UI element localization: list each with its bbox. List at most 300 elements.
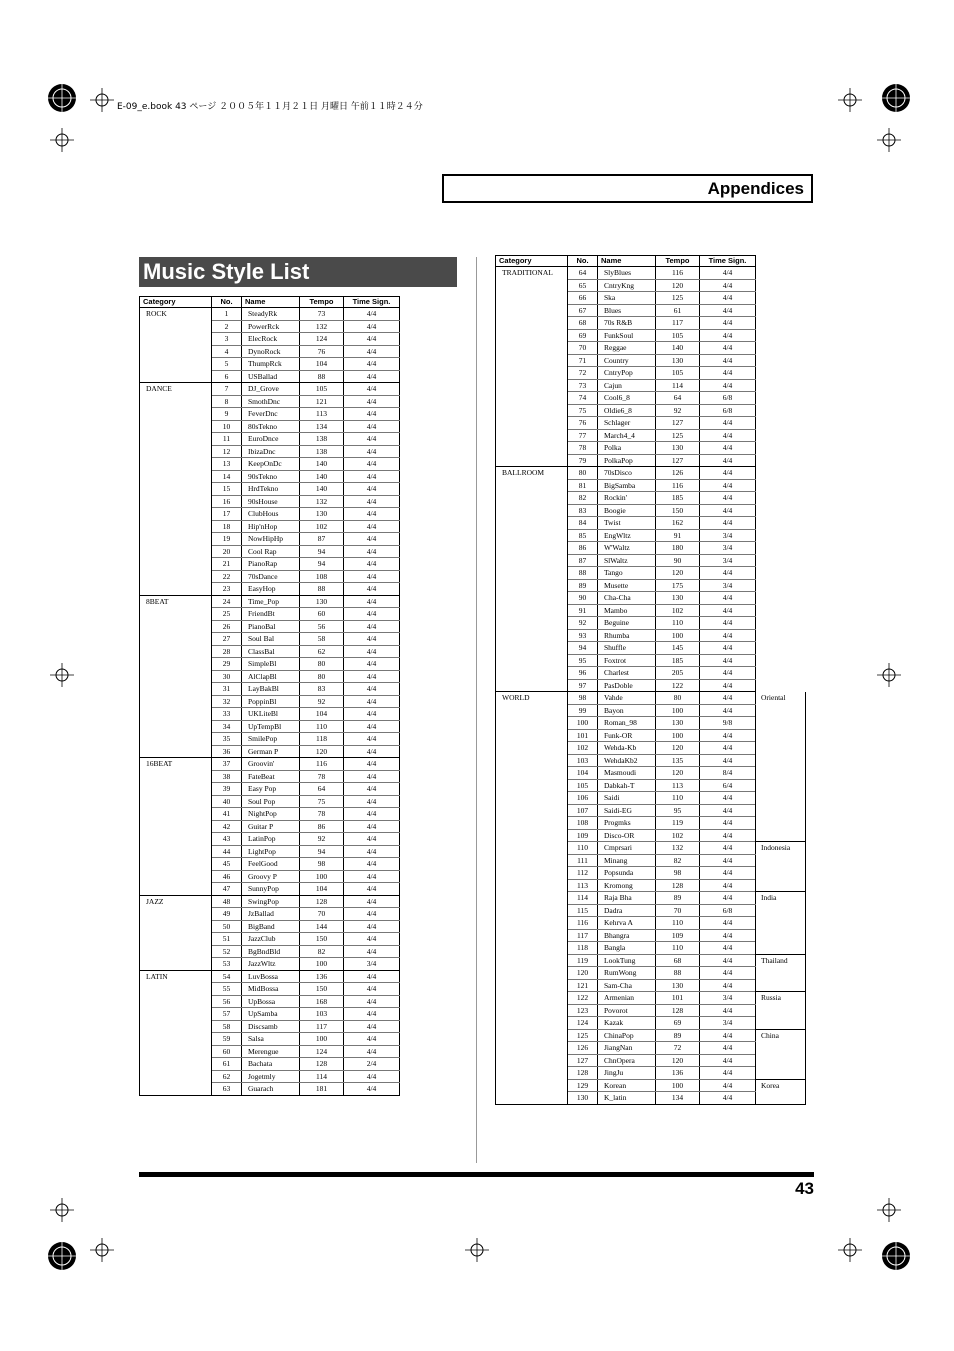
style-tempo: 61: [656, 304, 700, 317]
style-time-sign: 4/4: [344, 1045, 400, 1058]
style-number: 98: [568, 692, 598, 705]
category-cell: DANCE: [140, 383, 212, 596]
style-number: 95: [568, 654, 598, 667]
style-name: Saidi-EG: [598, 804, 656, 817]
style-tempo: 94: [300, 545, 344, 558]
style-name: March4_4: [598, 429, 656, 442]
style-name: Kehrva A: [598, 917, 656, 930]
style-number: 61: [212, 1058, 242, 1071]
style-tempo: 80: [300, 670, 344, 683]
style-number: 25: [212, 608, 242, 621]
region-blank: [756, 354, 806, 367]
style-number: 123: [568, 1004, 598, 1017]
style-time-sign: 4/4: [344, 908, 400, 921]
page-number: 43: [795, 1179, 814, 1198]
style-number: 23: [212, 583, 242, 596]
region-blank: [756, 579, 806, 592]
style-time-sign: 4/4: [700, 1092, 756, 1105]
style-number: 40: [212, 795, 242, 808]
style-name: Foxtrot: [598, 654, 656, 667]
style-time-sign: 4/4: [700, 317, 756, 330]
style-tempo: 175: [656, 579, 700, 592]
style-tempo: 100: [300, 870, 344, 883]
style-tempo: 68: [656, 954, 700, 967]
style-number: 112: [568, 867, 598, 880]
region-blank: [756, 592, 806, 605]
style-name: HrdTekno: [242, 483, 300, 496]
style-number: 130: [568, 1092, 598, 1105]
style-tempo: 92: [656, 404, 700, 417]
region-cell: Russia: [756, 992, 806, 1030]
registration-mark-icon: [876, 1236, 916, 1281]
region-blank: [756, 504, 806, 517]
style-name: FateBeat: [242, 770, 300, 783]
style-name: Time_Pop: [242, 595, 300, 608]
style-number: 69: [568, 329, 598, 342]
style-name: NowHipHp: [242, 533, 300, 546]
style-tempo: 73: [300, 308, 344, 321]
style-number: 121: [568, 979, 598, 992]
style-tempo: 150: [300, 933, 344, 946]
page-title: Music Style List: [143, 259, 310, 284]
style-time-sign: 4/4: [700, 667, 756, 680]
category-cell: TRADITIONAL: [496, 267, 568, 467]
style-time-sign: 4/4: [700, 417, 756, 430]
table-row: [140, 595, 400, 608]
style-number: 55: [212, 983, 242, 996]
style-name: Cool Rap: [242, 545, 300, 558]
region-blank: [756, 554, 806, 567]
style-name: UpBossa: [242, 995, 300, 1008]
style-time-sign: 4/4: [344, 308, 400, 321]
style-time-sign: 4/4: [700, 679, 756, 692]
style-name: Cmprsari: [598, 842, 656, 855]
style-number: 66: [568, 292, 598, 305]
style-name: PolkaPop: [598, 454, 656, 467]
region-blank: [756, 342, 806, 355]
style-name: SwingPop: [242, 895, 300, 908]
style-name: LightPop: [242, 845, 300, 858]
style-number: 67: [568, 304, 598, 317]
region-blank: [756, 567, 806, 580]
style-number: 127: [568, 1054, 598, 1067]
style-number: 71: [568, 354, 598, 367]
style-name: Blues: [598, 304, 656, 317]
style-name: EasyHop: [242, 583, 300, 596]
style-number: 14: [212, 470, 242, 483]
style-number: 54: [212, 970, 242, 983]
style-number: 52: [212, 945, 242, 958]
style-tempo: 113: [300, 408, 344, 421]
style-name: Vahde: [598, 692, 656, 705]
style-number: 63: [212, 1083, 242, 1096]
style-name: Saidi: [598, 792, 656, 805]
style-tempo: 205: [656, 667, 700, 680]
style-name: SteadyRk: [242, 308, 300, 321]
table-row: [140, 758, 400, 771]
region-blank: [756, 329, 806, 342]
style-time-sign: 4/4: [344, 708, 400, 721]
style-name: JazzClub: [242, 933, 300, 946]
style-number: 88: [568, 567, 598, 580]
category-cell: 16BEAT: [140, 758, 212, 896]
style-number: 47: [212, 883, 242, 896]
style-number: 62: [212, 1070, 242, 1083]
style-number: 50: [212, 920, 242, 933]
category-cell: JAZZ: [140, 895, 212, 970]
style-number: 24: [212, 595, 242, 608]
style-name: Musette: [598, 579, 656, 592]
style-tempo: 120: [300, 745, 344, 758]
table-row: [496, 467, 806, 480]
style-tempo: 89: [656, 892, 700, 905]
registration-mark-icon: [42, 78, 82, 123]
style-time-sign: 4/4: [344, 645, 400, 658]
style-time-sign: 4/4: [344, 1083, 400, 1096]
style-number: 90: [568, 592, 598, 605]
style-time-sign: 4/4: [700, 629, 756, 642]
style-time-sign: 4/4: [700, 1029, 756, 1042]
style-number: 116: [568, 917, 598, 930]
style-name: ChinaPop: [598, 1029, 656, 1042]
style-tempo: 118: [300, 733, 344, 746]
style-name: Mambo: [598, 604, 656, 617]
style-tempo: 117: [300, 1020, 344, 1033]
style-name: Charlest: [598, 667, 656, 680]
style-tempo: 130: [300, 595, 344, 608]
style-name: BigBand: [242, 920, 300, 933]
style-tempo: 98: [656, 867, 700, 880]
style-name: PianoRap: [242, 558, 300, 571]
style-tempo: 136: [300, 970, 344, 983]
crosshair-mark-icon: [465, 1238, 489, 1267]
style-number: 93: [568, 629, 598, 642]
style-name: Progmks: [598, 817, 656, 830]
style-number: 49: [212, 908, 242, 921]
style-tempo: 100: [300, 958, 344, 971]
style-number: 8: [212, 395, 242, 408]
style-name: LookTung: [598, 954, 656, 967]
style-tempo: 62: [300, 645, 344, 658]
style-number: 86: [568, 542, 598, 555]
style-time-sign: 3/4: [700, 554, 756, 567]
style-number: 2: [212, 320, 242, 333]
style-tempo: 128: [300, 1058, 344, 1071]
style-name: Twist: [598, 517, 656, 530]
style-name: WehdaKb2: [598, 754, 656, 767]
style-time-sign: 4/4: [700, 867, 756, 880]
style-time-sign: 4/4: [344, 683, 400, 696]
style-number: 58: [212, 1020, 242, 1033]
style-tempo: 117: [656, 317, 700, 330]
style-tempo: 105: [656, 367, 700, 380]
style-tempo: 110: [656, 917, 700, 930]
style-number: 60: [212, 1045, 242, 1058]
style-number: 33: [212, 708, 242, 721]
style-time-sign: 4/4: [700, 829, 756, 842]
style-name: Tango: [598, 567, 656, 580]
print-header-note: E-09_e.book 43 ページ ２００５年１１月２１日 月曜日 午前１１時２４分: [117, 102, 423, 112]
style-tempo: 114: [300, 1070, 344, 1083]
style-name: IbizaDnc: [242, 445, 300, 458]
style-number: 106: [568, 792, 598, 805]
style-tempo: 126: [656, 467, 700, 480]
style-time-sign: 4/4: [700, 329, 756, 342]
style-tempo: 128: [300, 895, 344, 908]
style-time-sign: 6/8: [700, 904, 756, 917]
style-name: FeverDnc: [242, 408, 300, 421]
style-name: Bachata: [242, 1058, 300, 1071]
style-name: Cajun: [598, 379, 656, 392]
style-time-sign: 4/4: [344, 620, 400, 633]
style-tempo: 100: [300, 1033, 344, 1046]
page-title-bar: [139, 257, 457, 287]
col-header-time-sign: Time Sign.: [700, 256, 756, 267]
style-name: Jogetmly: [242, 1070, 300, 1083]
registration-mark-icon: [876, 78, 916, 123]
style-name: SmothDnc: [242, 395, 300, 408]
col-header-tempo: Tempo: [300, 297, 344, 308]
style-time-sign: 4/4: [700, 654, 756, 667]
style-time-sign: 4/4: [344, 1020, 400, 1033]
style-time-sign: 4/4: [700, 742, 756, 755]
style-time-sign: 4/4: [700, 967, 756, 980]
style-tempo: 105: [300, 383, 344, 396]
style-time-sign: 4/4: [344, 895, 400, 908]
style-number: 53: [212, 958, 242, 971]
style-name: SlyBlues: [598, 267, 656, 280]
style-number: 34: [212, 720, 242, 733]
style-tempo: 89: [656, 1029, 700, 1042]
style-name: Guarach: [242, 1083, 300, 1096]
style-name: UKLiteBl: [242, 708, 300, 721]
crosshair-mark-icon: [877, 663, 901, 692]
style-time-sign: 4/4: [700, 692, 756, 705]
style-number: 10: [212, 420, 242, 433]
style-number: 18: [212, 520, 242, 533]
style-name: BigSamba: [598, 479, 656, 492]
style-name: Polka: [598, 442, 656, 455]
style-tempo: 102: [300, 520, 344, 533]
style-time-sign: 4/4: [700, 642, 756, 655]
section-header: [442, 174, 813, 203]
style-time-sign: 4/4: [344, 795, 400, 808]
style-time-sign: 4/4: [700, 467, 756, 480]
style-number: 101: [568, 729, 598, 742]
style-time-sign: 4/4: [344, 483, 400, 496]
style-name: SlWaltz: [598, 554, 656, 567]
region-cell: China: [756, 1029, 806, 1079]
style-time-sign: 4/4: [700, 504, 756, 517]
category-cell: ROCK: [140, 308, 212, 383]
style-tempo: 110: [656, 792, 700, 805]
style-tempo: 113: [656, 779, 700, 792]
style-name: Armenian: [598, 992, 656, 1005]
crosshair-mark-icon: [90, 1238, 114, 1267]
category-cell: LATIN: [140, 970, 212, 1095]
style-time-sign: 4/4: [344, 595, 400, 608]
style-name: Soul Pop: [242, 795, 300, 808]
style-time-sign: 4/4: [344, 845, 400, 858]
style-tempo: 138: [300, 445, 344, 458]
style-time-sign: 4/4: [344, 833, 400, 846]
style-tempo: 134: [656, 1092, 700, 1105]
style-tempo: 70: [656, 904, 700, 917]
style-time-sign: 4/4: [344, 808, 400, 821]
style-time-sign: 4/4: [700, 342, 756, 355]
style-name: JazzWltz: [242, 958, 300, 971]
style-name: JingJu: [598, 1067, 656, 1080]
region-blank: [756, 629, 806, 642]
style-tempo: 100: [656, 629, 700, 642]
style-time-sign: 4/4: [344, 720, 400, 733]
style-tempo: 80: [300, 658, 344, 671]
style-tempo: 58: [300, 633, 344, 646]
style-number: 80: [568, 467, 598, 480]
column-divider: [476, 257, 477, 1163]
region-blank: [756, 667, 806, 680]
region-blank: [756, 292, 806, 305]
style-number: 41: [212, 808, 242, 821]
style-time-sign: 4/4: [344, 670, 400, 683]
style-name: PowerRck: [242, 320, 300, 333]
style-time-sign: 4/4: [344, 345, 400, 358]
region-blank: [756, 517, 806, 530]
style-number: 128: [568, 1067, 598, 1080]
style-time-sign: 4/4: [700, 854, 756, 867]
style-time-sign: 4/4: [344, 733, 400, 746]
style-time-sign: 4/4: [700, 817, 756, 830]
region-blank: [756, 304, 806, 317]
style-name: Kazak: [598, 1017, 656, 1030]
style-time-sign: 4/4: [344, 658, 400, 671]
style-tempo: 132: [300, 320, 344, 333]
region-blank: [756, 417, 806, 430]
style-time-sign: 4/4: [344, 608, 400, 621]
style-name: UpSamba: [242, 1008, 300, 1021]
style-name: CntryKng: [598, 279, 656, 292]
table-row: [140, 895, 400, 908]
style-name: PianoBal: [242, 620, 300, 633]
style-time-sign: 4/4: [344, 1070, 400, 1083]
style-name: Merengue: [242, 1045, 300, 1058]
style-tempo: 180: [656, 542, 700, 555]
style-name: SmilePop: [242, 733, 300, 746]
style-tempo: 132: [656, 842, 700, 855]
style-tempo: 120: [656, 567, 700, 580]
style-tempo: 119: [656, 817, 700, 830]
col-header-time-sign: Time Sign.: [344, 297, 400, 308]
style-name: Schlager: [598, 417, 656, 430]
style-tempo: 130: [300, 508, 344, 521]
style-tempo: 104: [300, 358, 344, 371]
style-name: Ska: [598, 292, 656, 305]
region-blank: [756, 429, 806, 442]
style-tempo: 120: [656, 767, 700, 780]
crosshair-mark-icon: [50, 663, 74, 692]
style-time-sign: 4/4: [344, 933, 400, 946]
style-name: Guitar P: [242, 820, 300, 833]
style-name: AlClapBl: [242, 670, 300, 683]
style-tempo: 110: [656, 617, 700, 630]
style-name: KeepOnDc: [242, 458, 300, 471]
style-number: 15: [212, 483, 242, 496]
style-time-sign: 4/4: [700, 304, 756, 317]
registration-mark-icon: [42, 1236, 82, 1281]
style-tempo: 103: [300, 1008, 344, 1021]
style-tempo: 76: [300, 345, 344, 358]
style-name: W'Waltz: [598, 542, 656, 555]
style-number: 73: [568, 379, 598, 392]
style-time-sign: 4/4: [344, 433, 400, 446]
style-time-sign: 4/4: [344, 470, 400, 483]
style-number: 74: [568, 392, 598, 405]
region-blank: [756, 529, 806, 542]
style-name: Raja Bha: [598, 892, 656, 905]
table-row: [496, 692, 806, 705]
style-number: 13: [212, 458, 242, 471]
style-tempo: 181: [300, 1083, 344, 1096]
category-cell: WORLD: [496, 692, 568, 1105]
style-tempo: 140: [300, 470, 344, 483]
style-number: 20: [212, 545, 242, 558]
style-number: 57: [212, 1008, 242, 1021]
style-number: 124: [568, 1017, 598, 1030]
style-time-sign: 4/4: [700, 567, 756, 580]
style-tempo: 130: [656, 592, 700, 605]
style-tempo: 116: [656, 479, 700, 492]
style-number: 122: [568, 992, 598, 1005]
style-name: USBallad: [242, 370, 300, 383]
style-name: RumWong: [598, 967, 656, 980]
style-tempo: 91: [656, 529, 700, 542]
style-number: 78: [568, 442, 598, 455]
style-number: 104: [568, 767, 598, 780]
style-tempo: 124: [300, 333, 344, 346]
style-tempo: 64: [656, 392, 700, 405]
style-time-sign: 4/4: [700, 1004, 756, 1017]
style-time-sign: 4/4: [344, 370, 400, 383]
region-blank: [756, 467, 806, 480]
style-name: JiangNan: [598, 1042, 656, 1055]
style-name: LuvBossa: [242, 970, 300, 983]
style-name: Easy Pop: [242, 783, 300, 796]
style-name: Dabkah-T: [598, 779, 656, 792]
style-number: 89: [568, 579, 598, 592]
style-time-sign: 4/4: [700, 267, 756, 280]
region-blank: [756, 442, 806, 455]
style-number: 75: [568, 404, 598, 417]
style-number: 87: [568, 554, 598, 567]
style-number: 16: [212, 495, 242, 508]
table-row: [140, 383, 400, 396]
style-number: 115: [568, 904, 598, 917]
style-name: CntryPop: [598, 367, 656, 380]
style-name: Bangla: [598, 942, 656, 955]
style-number: 96: [568, 667, 598, 680]
style-name: ClassBal: [242, 645, 300, 658]
style-number: 114: [568, 892, 598, 905]
style-name: K_latin: [598, 1092, 656, 1105]
style-number: 48: [212, 895, 242, 908]
style-number: 109: [568, 829, 598, 842]
style-tempo: 72: [656, 1042, 700, 1055]
style-tempo: 92: [300, 695, 344, 708]
style-number: 30: [212, 670, 242, 683]
style-number: 46: [212, 870, 242, 883]
style-number: 111: [568, 854, 598, 867]
style-tempo: 136: [656, 1067, 700, 1080]
